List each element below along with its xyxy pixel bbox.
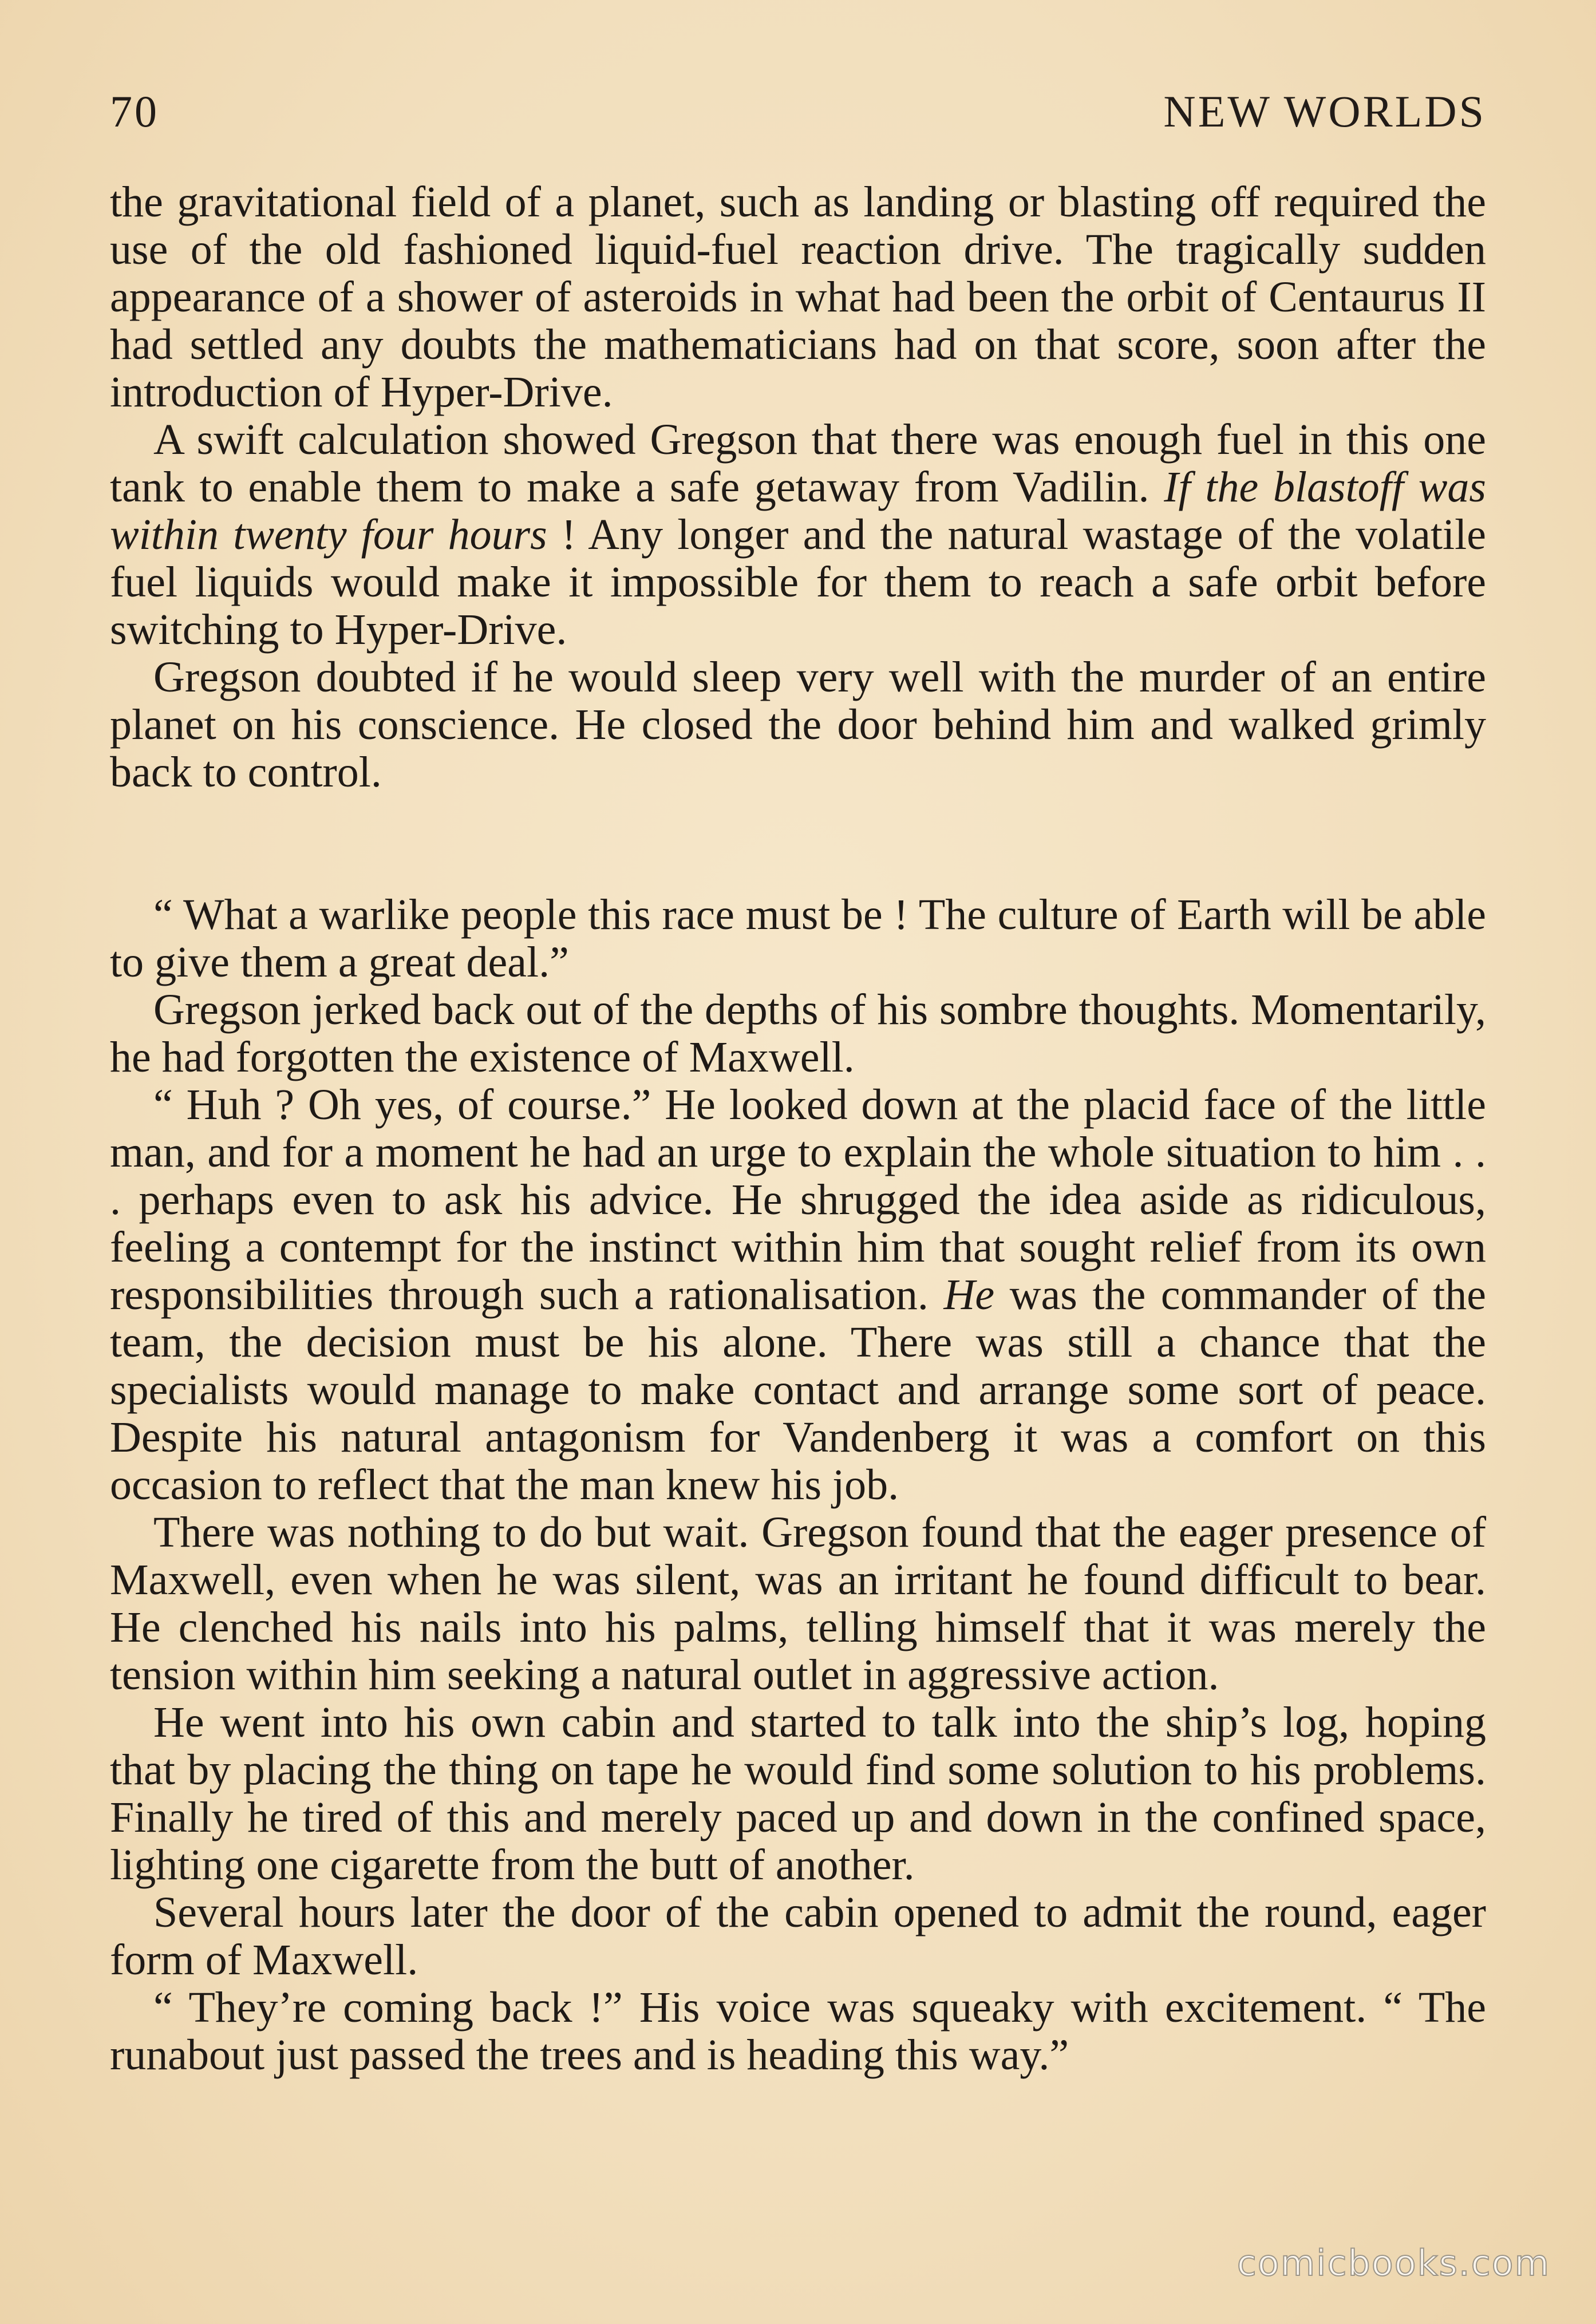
paragraph-text: “ What a warlike people this race must be ! The culture of Earth will be able to give them a great deal.”: [110, 891, 1486, 986]
paragraph: [110, 654, 1486, 796]
page-number: 70: [110, 86, 159, 136]
paragraph: [110, 891, 1486, 986]
paragraph-text: A swift calculation showed Gregson that there was enough fuel in this one tank to enable them to make a safe getaway from Vadilin.: [110, 416, 1486, 511]
watermark-logo: comicbooks.com: [1236, 2242, 1550, 2284]
paragraph-italic-text: He: [943, 1271, 995, 1319]
paragraph: [110, 179, 1486, 416]
paragraph-text: ! Any longer and the natural wastage of the volatile fuel liquids would make it impossible for them to reach a safe orbit before switching to Hyper-Drive.: [110, 511, 1486, 654]
paragraph-text: Gregson doubted if he would sleep very well with the murder of an entire planet on his conscience. He closed the door behind him and walked grimly back to control.: [110, 653, 1486, 796]
paragraph-text: “ They’re coming back !” His voice was squeaky with excitement. “ The runabout just passed the trees and is heading this way.”: [110, 1983, 1486, 2079]
paragraph: [110, 1889, 1486, 1984]
body-text: [110, 179, 1486, 2079]
paragraph-text: the gravitational field of a planet, such as landing or blasting off required the use of the old fashioned liquid-fuel reaction drive. The tragically sudden appearance of a shower of asteroids in what had been the orbit of Centaurus II had settled any doubts the mathematicians had on that score, soon after the introduction of Hyper-Drive.: [110, 178, 1486, 416]
paragraph: [110, 1984, 1486, 2079]
paragraph: [110, 1699, 1486, 1889]
paragraph-italic-text: If the blastoff was within twenty four hours: [110, 463, 1486, 559]
paragraph: [110, 416, 1486, 654]
paragraph-text: Several hours later the door of the cabin opened to admit the round, eager form of Maxwell.: [110, 1888, 1486, 1984]
paragraph: [110, 986, 1486, 1081]
paragraph-text: There was nothing to do but wait. Gregson found that the eager presence of Maxwell, even when he was silent, was an irritant he found difficult to bear. He clenched his nails into his palms, telling himself that it was merely the tension within him seeking a natural outlet in aggressive action.: [110, 1508, 1486, 1699]
running-title: NEW WORLDS: [1163, 86, 1486, 136]
paragraph: [110, 1081, 1486, 1509]
paragraph-text: Gregson jerked back out of the depths of his sombre thoughts. Momentarily, he had forgotten the existence of Maxwell.: [110, 986, 1486, 1081]
paragraph-text: “ Huh ? Oh yes, of course.” He looked down at the placid face of the little man, and for a moment he had an urge to explain the whole situation to him . . . perhaps even to ask his advice. He shrugged the idea aside as ridiculous, feeling a contempt for the instinct within him that sought relief from its own responsibilities through such a rationalisation.: [110, 1081, 1486, 1319]
paragraph-text: He went into his own cabin and started to talk into the ship’s log, hoping that by placing the thing on tape he would find some solution to his problems. Finally he tired of this and merely paced up and down in the confined space, lighting one cigarette from the butt of another.: [110, 1698, 1486, 1889]
paragraph: [110, 1509, 1486, 1699]
paragraph-text: was the commander of the team, the decision must be his alone. There was still a chance that the specialists would manage to make contact and arrange some sort of peace. Despite his natural antagonism for Vandenberg it was a comfort on this occasion to reflect that the man knew his job.: [110, 1271, 1486, 1509]
running-head: [110, 86, 1486, 149]
